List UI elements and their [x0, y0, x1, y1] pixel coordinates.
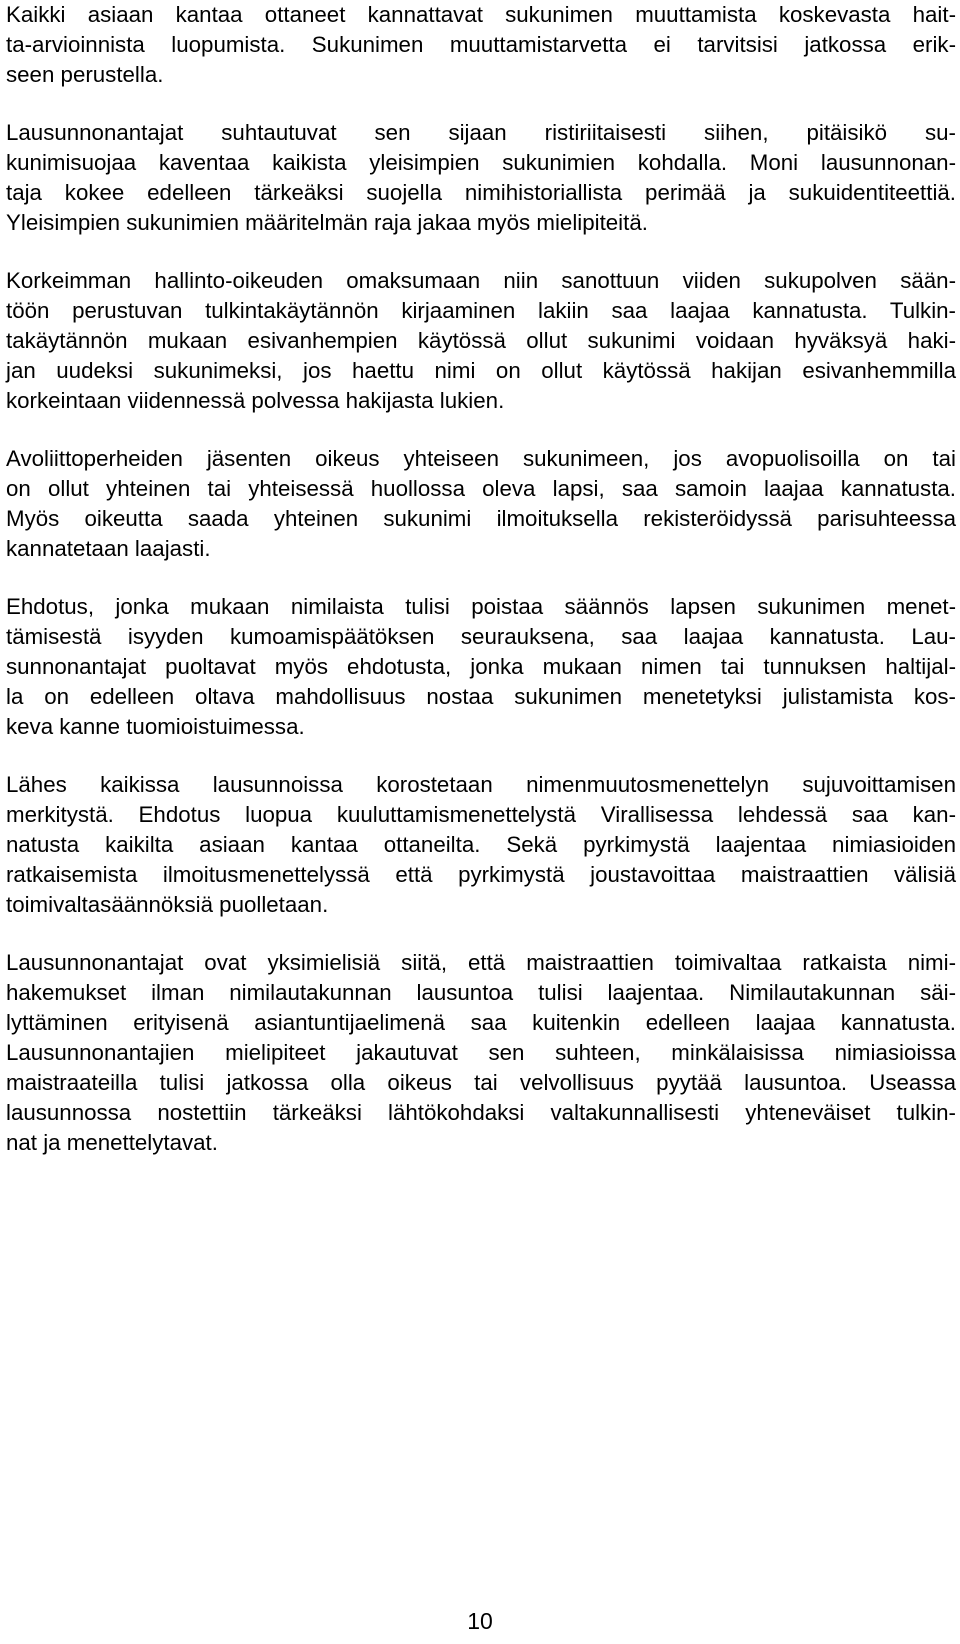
- text-line: kannatetaan laajasti.: [6, 536, 211, 561]
- text-line: nat ja menettelytavat.: [6, 1130, 218, 1155]
- text-line: natusta kaikilta asiaan kantaa ottaneilta. Sekä pyrkimystä laajentaa nimiasioiden: [6, 832, 956, 857]
- paragraph-4: [6, 444, 956, 564]
- page-number: 10: [467, 1608, 493, 1634]
- text-line: maistraateilla tulisi jatkossa olla oikeus tai velvollisuus pyytää lausuntoa. Useassa: [6, 1070, 956, 1095]
- text-line: Korkeimman hallinto-oikeuden omaksumaan niin sanottuun viiden sukupolven sään-: [6, 268, 956, 293]
- paragraph-2: [6, 118, 956, 238]
- text-line: Avoliittoperheiden jäsenten oikeus yhteiseen sukunimeen, jos avopuolisoilla on tai: [6, 446, 956, 471]
- text-line: Yleisimpien sukunimien määritelmän raja jakaa myös mielipiteitä.: [6, 210, 648, 235]
- text-line: keva kanne tuomioistuimessa.: [6, 714, 305, 739]
- text-line: ratkaisemista ilmoitusmenettelyssä että pyrkimystä joustavoittaa maistraattien välisiä: [6, 862, 956, 887]
- text-line: kunimisuojaa kaventaa kaikista yleisimpien sukunimien kohdalla. Moni lausunnonan-: [6, 150, 956, 175]
- text-line: sunnonantajat puoltavat myös ehdotusta, jonka mukaan nimen tai tunnuksen haltijal-: [6, 654, 956, 679]
- paragraph-3: [6, 266, 956, 416]
- paragraph-7: [6, 948, 956, 1158]
- text-line: lyttäminen erityisenä asiantuntijaelimenä saa kuitenkin edelleen laajaa kannatusta.: [6, 1010, 956, 1035]
- paragraph-6: [6, 770, 956, 920]
- text-line: korkeintaan viidennessä polvessa hakijasta lukien.: [6, 388, 505, 413]
- text-line: la on edelleen oltava mahdollisuus nostaa sukunimen menetetyksi julistamista kos-: [6, 684, 956, 709]
- text-line: merkitystä. Ehdotus luopua kuuluttamismenettelystä Virallisessa lehdessä saa kan-: [6, 802, 956, 827]
- text-line: Lausunnonantajat ovat yksimielisiä siitä, että maistraattien toimivaltaa ratkaista nimi-: [6, 950, 956, 975]
- paragraph-5: [6, 592, 956, 742]
- text-line: takäytännön mukaan esivanhempien käytössä ollut sukunimi voidaan hyväksyä haki-: [6, 328, 956, 353]
- text-line: Ehdotus, jonka mukaan nimilaista tulisi poistaa säännös lapsen sukunimen menet-: [6, 594, 956, 619]
- text-line: seen perustella.: [6, 62, 164, 87]
- text-line: Kaikki asiaan kantaa ottaneet kannattavat sukunimen muuttamista koskevasta hait-: [6, 2, 956, 27]
- text-line: on ollut yhteinen tai yhteisessä huollossa oleva lapsi, saa samoin laajaa kannatusta.: [6, 476, 956, 501]
- document-body: [6, 0, 956, 1186]
- text-line: tämisestä isyyden kumoamispäätöksen seurauksena, saa laajaa kannatusta. Lau-: [6, 624, 956, 649]
- text-line: jan uudeksi sukunimeksi, jos haettu nimi on ollut käytössä hakijan esivanhemmilla: [6, 358, 956, 383]
- text-line: taja kokee edelleen tärkeäksi suojella nimihistoriallista perimää ja sukuidentiteettiä.: [6, 180, 956, 205]
- text-line: ta-arvioinnista luopumista. Sukunimen muuttamistarvetta ei tarvitsisi jatkossa erik-: [6, 32, 956, 57]
- text-line: Myös oikeutta saada yhteinen sukunimi ilmoituksella rekisteröidyssä parisuhteessa: [6, 506, 956, 531]
- text-line: hakemukset ilman nimilautakunnan lausuntoa tulisi laajentaa. Nimilautakunnan säi-: [6, 980, 956, 1005]
- text-line: lausunnossa nostettiin tärkeäksi lähtökohdaksi valtakunnallisesti yhteneväiset tulkin-: [6, 1100, 956, 1125]
- text-line: toimivaltasäännöksiä puolletaan.: [6, 892, 329, 917]
- text-line: Lähes kaikissa lausunnoissa korostetaan nimenmuutosmenettelyn sujuvoittamisen: [6, 772, 956, 797]
- text-line: Lausunnonantajat suhtautuvat sen sijaan ristiriitaisesti siihen, pitäisikö su-: [6, 120, 956, 145]
- text-line: Lausunnonantajien mielipiteet jakautuvat sen suhteen, minkälaisissa nimiasioissa: [6, 1040, 956, 1065]
- paragraph-1: [6, 0, 956, 90]
- text-line: töön perustuvan tulkintakäytännön kirjaaminen lakiin saa laajaa kannatusta. Tulkin-: [6, 298, 956, 323]
